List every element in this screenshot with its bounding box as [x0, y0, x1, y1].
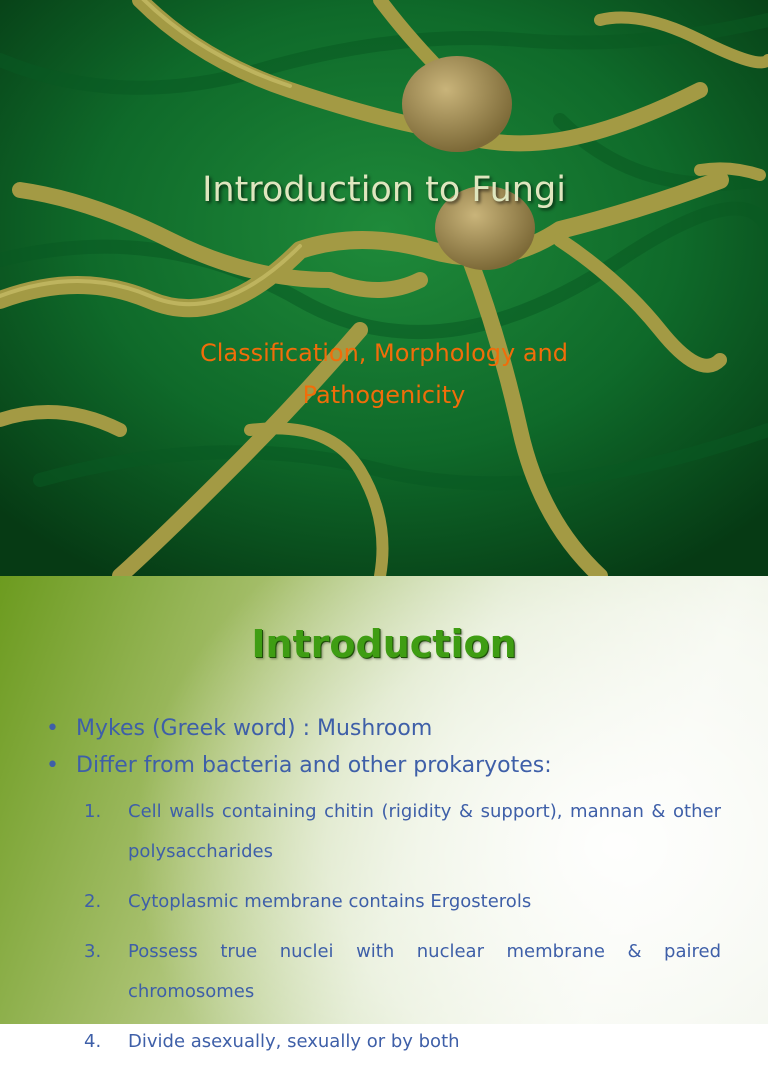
item-text: Cytoplasmic membrane contains Ergosterols: [128, 891, 532, 912]
numbered-list: [84, 792, 721, 1072]
item-number: 1.: [84, 801, 102, 822]
item-number: 4.: [84, 1031, 102, 1052]
numbered-item: [84, 932, 721, 1012]
slide-title: Introduction to Fungi: [202, 170, 566, 210]
item-text: Divide asexually, sexually or by both: [128, 1031, 460, 1052]
item-number: 3.: [84, 941, 102, 962]
numbered-item: [84, 1022, 721, 1062]
numbered-item: [84, 792, 721, 872]
slide-heading: Introduction: [251, 622, 517, 666]
numbered-item: [84, 882, 721, 922]
introduction-slide: [0, 576, 768, 1052]
item-text: Possess true nuclei with nuclear membrane & paired chromosomes: [128, 941, 721, 1002]
bullet-item: • Mykes (Greek word) : Mushroom: [46, 710, 552, 747]
bullet-list: [46, 710, 552, 784]
item-text: Cell walls containing chitin (rigidity & support), mannan & other polysaccharides: [128, 801, 721, 862]
bullet-item: • Differ from bacteria and other prokaryotes:: [46, 747, 552, 784]
slide-subtitle: Classification, Morphology and Pathogenicity: [199, 339, 568, 409]
item-number: 2.: [84, 891, 102, 912]
